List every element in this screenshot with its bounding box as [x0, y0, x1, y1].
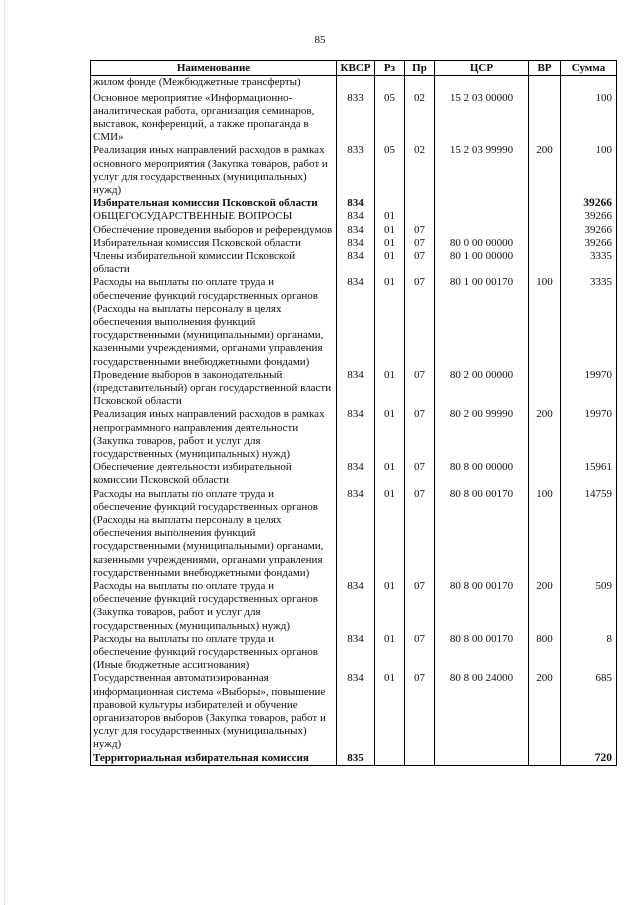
cell-name: жилом фонде (Межбюджетные трансферты): [91, 76, 337, 92]
cell-name: Проведение выборов в законодательный (представительный) орган государственной власти Псковской области: [91, 369, 337, 409]
cell-sum: 39266: [561, 197, 617, 210]
cell-csr: 80 8 00 00170: [435, 488, 529, 580]
cell-name: Реализация иных направлений расходов в рамках основного мероприятия (Закупка товаров, работ и услуг для государственных (муниципальных) нужд): [91, 144, 337, 197]
cell-name: Обеспечение проведения выборов и референдумов: [91, 224, 337, 237]
cell-rz: 01: [375, 210, 405, 223]
cell-vr: 100: [529, 488, 561, 580]
cell-kvsr: 833: [337, 92, 375, 145]
cell-sum: [561, 76, 617, 92]
cell-sum: 19970: [561, 408, 617, 461]
cell-kvsr: [337, 76, 375, 92]
cell-csr: 80 8 00 00000: [435, 461, 529, 487]
cell-vr: [529, 224, 561, 237]
cell-sum: 3335: [561, 250, 617, 276]
header-sum: Сумма: [561, 61, 617, 76]
cell-vr: 800: [529, 633, 561, 673]
cell-vr: [529, 250, 561, 276]
table-row: [91, 672, 617, 751]
cell-csr: [435, 224, 529, 237]
cell-rz: [375, 197, 405, 210]
table-row: [91, 76, 617, 92]
cell-name: Реализация иных направлений расходов в рамках непрограммного направления деятельности (Закупка товаров, работ и услуг для государственных (муниципальных) нужд): [91, 408, 337, 461]
cell-rz: 01: [375, 250, 405, 276]
table-row: [91, 488, 617, 580]
cell-rz: 01: [375, 672, 405, 751]
table-row: [91, 210, 617, 223]
cell-pr: 07: [405, 237, 435, 250]
cell-kvsr: 834: [337, 276, 375, 368]
cell-vr: [529, 369, 561, 409]
cell-name: ОБЩЕГОСУДАРСТВЕННЫЕ ВОПРОСЫ: [91, 210, 337, 223]
cell-pr: 07: [405, 276, 435, 368]
cell-name: Государственная автоматизированная информационная система «Выборы», повышение правовой культуры избирателей и обучение организаторов выборов (Закупка товаров, работ и услуг для государственных (муниципальных) нужд): [91, 672, 337, 751]
cell-pr: 07: [405, 224, 435, 237]
cell-name: Избирательная комиссия Псковской области: [91, 197, 337, 210]
cell-rz: [375, 752, 405, 766]
cell-name: Расходы на выплаты по оплате труда и обеспечение функций государственных органов (Расходы на выплаты персоналу в целях обеспечения выполнения функций государственными (муниципальными) органами, казенными учреждениями, органами управления государственными внебюджетными фондами): [91, 276, 337, 368]
cell-csr: 80 8 00 00170: [435, 580, 529, 633]
cell-kvsr: 834: [337, 488, 375, 580]
cell-csr: 80 0 00 00000: [435, 237, 529, 250]
cell-pr: [405, 76, 435, 92]
cell-csr: [435, 752, 529, 766]
cell-pr: [405, 197, 435, 210]
table-row: [91, 224, 617, 237]
cell-vr: [529, 76, 561, 92]
table-row: [91, 197, 617, 210]
cell-kvsr: 834: [337, 237, 375, 250]
cell-csr: [435, 197, 529, 210]
cell-vr: 200: [529, 580, 561, 633]
cell-rz: 01: [375, 276, 405, 368]
cell-kvsr: 835: [337, 752, 375, 766]
table-row: [91, 633, 617, 673]
header-vr: ВР: [529, 61, 561, 76]
cell-kvsr: 834: [337, 672, 375, 751]
cell-name: Расходы на выплаты по оплате труда и обеспечение функций государственных органов (Расходы на выплаты персоналу в целях обеспечения выполнения функций государственными (муниципальными) органами, казенными учреждениями, органами управления государственными внебюджетными фондами): [91, 488, 337, 580]
cell-name: Территориальная избирательная комиссия: [91, 752, 337, 766]
cell-csr: 80 1 00 00170: [435, 276, 529, 368]
header-pr: Пр: [405, 61, 435, 76]
cell-rz: 01: [375, 408, 405, 461]
cell-kvsr: 834: [337, 197, 375, 210]
cell-name: Обеспечение деятельности избирательной комиссии Псковской области: [91, 461, 337, 487]
header-name: Наименование: [91, 61, 337, 76]
table-row: [91, 461, 617, 487]
cell-csr: 80 8 00 00170: [435, 633, 529, 673]
cell-sum: 685: [561, 672, 617, 751]
cell-rz: 05: [375, 144, 405, 197]
table-row: [91, 276, 617, 368]
cell-sum: 720: [561, 752, 617, 766]
cell-sum: 19970: [561, 369, 617, 409]
cell-rz: 05: [375, 92, 405, 145]
cell-pr: 02: [405, 92, 435, 145]
cell-vr: [529, 197, 561, 210]
cell-sum: 8: [561, 633, 617, 673]
cell-csr: [435, 210, 529, 223]
cell-csr: 15 2 03 99990: [435, 144, 529, 197]
budget-table: [90, 60, 617, 766]
cell-rz: 01: [375, 633, 405, 673]
table-row: [91, 369, 617, 409]
cell-kvsr: 834: [337, 461, 375, 487]
cell-sum: 14759: [561, 488, 617, 580]
cell-vr: 200: [529, 672, 561, 751]
cell-kvsr: 834: [337, 633, 375, 673]
cell-pr: 07: [405, 672, 435, 751]
cell-vr: 200: [529, 144, 561, 197]
cell-kvsr: 834: [337, 580, 375, 633]
cell-sum: 100: [561, 92, 617, 145]
table-row: [91, 580, 617, 633]
cell-kvsr: 834: [337, 408, 375, 461]
cell-pr: 07: [405, 488, 435, 580]
cell-vr: [529, 752, 561, 766]
table-row: [91, 144, 617, 197]
cell-csr: 80 1 00 00000: [435, 250, 529, 276]
cell-sum: 15961: [561, 461, 617, 487]
cell-csr: 15 2 03 00000: [435, 92, 529, 145]
cell-name: Расходы на выплаты по оплате труда и обеспечение функций государственных органов (Иные бюджетные ассигнования): [91, 633, 337, 673]
cell-pr: [405, 210, 435, 223]
cell-pr: 07: [405, 250, 435, 276]
cell-csr: [435, 76, 529, 92]
cell-csr: 80 2 00 99990: [435, 408, 529, 461]
header-rz: Рз: [375, 61, 405, 76]
cell-kvsr: 834: [337, 210, 375, 223]
table-row: [91, 752, 617, 766]
cell-vr: [529, 237, 561, 250]
cell-vr: 100: [529, 276, 561, 368]
cell-pr: 02: [405, 144, 435, 197]
cell-vr: 200: [529, 408, 561, 461]
cell-rz: 01: [375, 369, 405, 409]
cell-vr: [529, 461, 561, 487]
cell-csr: 80 8 00 24000: [435, 672, 529, 751]
table-header-row: [91, 61, 617, 76]
cell-kvsr: 834: [337, 224, 375, 237]
table-row: [91, 250, 617, 276]
cell-sum: 509: [561, 580, 617, 633]
table-row: [91, 408, 617, 461]
cell-kvsr: 833: [337, 144, 375, 197]
header-csr: ЦСР: [435, 61, 529, 76]
cell-pr: 07: [405, 633, 435, 673]
cell-csr: 80 2 00 00000: [435, 369, 529, 409]
cell-pr: 07: [405, 369, 435, 409]
cell-rz: 01: [375, 237, 405, 250]
cell-pr: 07: [405, 461, 435, 487]
cell-vr: [529, 92, 561, 145]
table-row: [91, 92, 617, 145]
cell-pr: 07: [405, 580, 435, 633]
cell-pr: [405, 752, 435, 766]
page-number: 85: [314, 34, 326, 46]
cell-name: Избирательная комиссия Псковской области: [91, 237, 337, 250]
cell-pr: 07: [405, 408, 435, 461]
cell-kvsr: 834: [337, 369, 375, 409]
cell-name: Расходы на выплаты по оплате труда и обеспечение функций государственных органов (Закупка товаров, работ и услуг для государственных (муниципальных) нужд): [91, 580, 337, 633]
table-row: [91, 237, 617, 250]
cell-name: Основное мероприятие «Информационно-аналитическая работа, организация семинаров, выставок, конференций, а также пропаганда в СМИ»: [91, 92, 337, 145]
cell-rz: [375, 76, 405, 92]
cell-kvsr: 834: [337, 250, 375, 276]
cell-sum: 3335: [561, 276, 617, 368]
cell-name: Члены избирательной комиссии Псковской области: [91, 250, 337, 276]
cell-sum: 39266: [561, 210, 617, 223]
cell-rz: 01: [375, 461, 405, 487]
cell-rz: 01: [375, 224, 405, 237]
cell-vr: [529, 210, 561, 223]
scan-edge: [4, 0, 6, 905]
cell-sum: 39266: [561, 237, 617, 250]
cell-rz: 01: [375, 580, 405, 633]
cell-sum: 39266: [561, 224, 617, 237]
header-kvsr: КВСР: [337, 61, 375, 76]
cell-sum: 100: [561, 144, 617, 197]
cell-rz: 01: [375, 488, 405, 580]
